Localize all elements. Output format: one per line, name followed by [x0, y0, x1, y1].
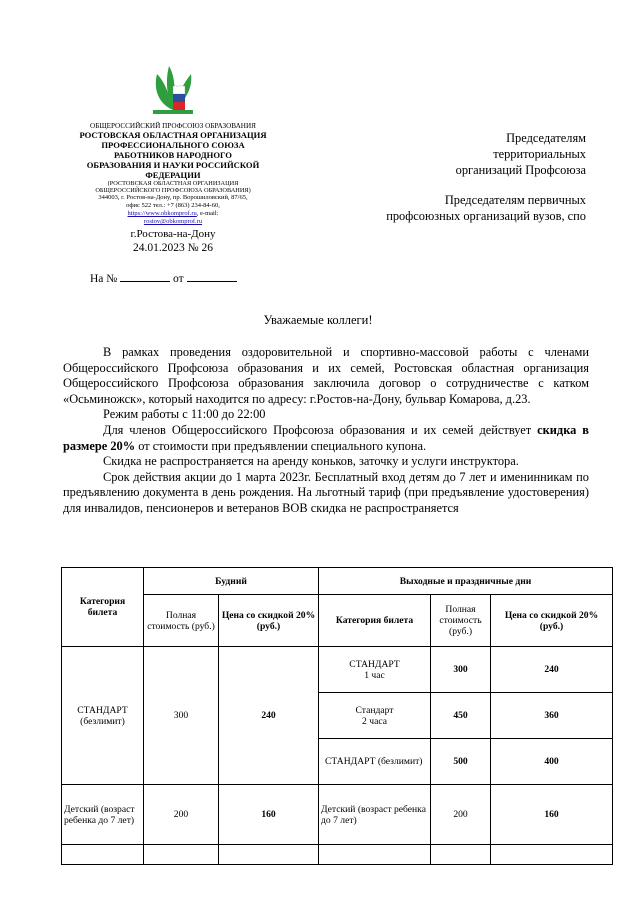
- org-subname-line: (РОСТОВСКАЯ ОБЛАСТНАЯ ОРГАНИЗАЦИЯ: [107, 180, 239, 187]
- header-category: Категория билета: [62, 568, 144, 647]
- table-cell: 160: [219, 785, 319, 845]
- recipient-line: Председателям: [506, 131, 586, 145]
- org-name-line: РОСТОВСКАЯ ОБЛАСТНАЯ ОРГАНИЗАЦИЯ: [79, 130, 267, 140]
- email-link[interactable]: rostov@obkomprof.ru: [143, 218, 203, 225]
- table-cell: 300: [144, 647, 219, 785]
- email-line: [62, 218, 284, 226]
- cell-text: СТАНДАРТ: [349, 658, 400, 670]
- table-cell: [491, 845, 613, 865]
- ref-label: На №: [90, 273, 118, 285]
- table-cell: [319, 845, 431, 865]
- recipients: [340, 130, 586, 224]
- recipient-line: территориальных: [493, 147, 586, 161]
- header-category: Категория билета: [319, 595, 431, 647]
- ref-from-label: от: [173, 273, 184, 285]
- header-discount-price: Цена со скидкой 20% (руб.): [491, 595, 613, 647]
- paragraph-text: Для членов Общероссийского Профсоюза образования и их семей действует: [103, 422, 532, 437]
- cell-text: 1 час: [364, 669, 385, 681]
- table-cell: 200: [431, 785, 491, 845]
- paragraph: Режим работы с 11:00 до 22:00: [103, 407, 266, 422]
- union-logo-icon: [145, 60, 201, 118]
- recipient-line: профсоюзных организаций вузов, спо: [386, 209, 586, 223]
- cell-text: 2 часа: [362, 715, 387, 727]
- paragraph: Срок действия акции до 1 марта 2023г. Бесплатный вход детям до 7 лет и именинникам по предъявлению документа в день рождения. На льготный тариф (при предъявление удостоверения) для инвалидов, пенсионеров и ветеранов ВОВ скидка не распространяется: [63, 469, 589, 515]
- recipient-line: организаций Профсоюза: [455, 163, 586, 177]
- letterhead: [62, 60, 284, 254]
- org-subname-line: ОБЩЕРОССИЙСКОГО ПРОФСОЮЗА ОБРАЗОВАНИЯ): [95, 187, 251, 194]
- org-name-line: РАБОТНИКОВ НАРОДНОГО: [114, 150, 232, 160]
- reference-line: [90, 272, 237, 285]
- table-cell: 160: [491, 785, 613, 845]
- header-weekday: Будний: [144, 568, 319, 595]
- recipient-line: Председателям первичных: [444, 193, 586, 207]
- greeting: Уважаемые коллеги!: [263, 313, 373, 327]
- table-cell: 450: [431, 693, 491, 739]
- address-line: офис 522 тел.: +7 (863) 234-84-60,: [126, 202, 220, 209]
- email-label: , e-mail:: [196, 210, 219, 217]
- table-cell: Детский (возраст ребенка до 7 лет): [62, 785, 144, 845]
- cell-text: Стандарт: [355, 704, 394, 716]
- table-cell: 360: [491, 693, 613, 739]
- org-name-line: ОБЩЕРОССИЙСКИЙ ПРОФСОЮЗ ОБРАЗОВАНИЯ: [90, 122, 256, 130]
- paragraph: В рамках проведения оздоровительной и спортивно-массовой работы с членами Общероссийского Профсоюза образования и их семей, Ростовская областная организация Общероссийского Профсоюза образования заключила договор о сотрудничестве с катком «Осьминожск», который находится по адресу: г.Ростов-на-Дону, бульвар Комарова, д.23.: [63, 345, 589, 406]
- price-table: [61, 567, 613, 865]
- paragraph-text: от стоимости при предъявлении специального купона.: [135, 438, 427, 453]
- org-name-line: ПРОФЕССИОНАЛЬНОГО СОЮЗА: [101, 140, 245, 150]
- table-cell: 240: [219, 647, 319, 785]
- table-cell: 200: [144, 785, 219, 845]
- contacts-line: [62, 210, 284, 218]
- header-full-price: Полная стоимость (руб.): [144, 595, 219, 647]
- table-cell: СТАНДАРТ (безлимит): [62, 647, 144, 785]
- table-cell: 500: [431, 739, 491, 785]
- date-number: 24.01.2023 № 26: [133, 242, 213, 254]
- table-cell: 240: [491, 647, 613, 693]
- header-weekend: Выходные и праздничные дни: [319, 568, 613, 595]
- table-cell: [431, 845, 491, 865]
- table-cell: [62, 845, 144, 865]
- discount-highlight: скидка в размере 20%: [63, 422, 589, 453]
- table-cell: Детский (возраст ребенка до 7 лет): [319, 785, 431, 845]
- table-cell: СТАНДАРТ (безлимит): [319, 739, 431, 785]
- table-cell: [319, 647, 431, 693]
- header-full-price: Полная стоимость (руб.): [431, 595, 491, 647]
- letter-body: [63, 345, 589, 517]
- table-cell: 300: [431, 647, 491, 693]
- table-cell: [319, 693, 431, 739]
- city: г.Ростова-на-Дону: [130, 228, 216, 240]
- header-discount-price: Цена со скидкой 20% (руб.): [219, 595, 319, 647]
- table-cell: [144, 845, 219, 865]
- paragraph: [63, 423, 589, 454]
- table-cell: 400: [491, 739, 613, 785]
- org-name-line: ОБРАЗОВАНИЯ И НАУКИ РОССИЙСКОЙ: [86, 160, 260, 170]
- address-line: 344003, г. Ростов-на-Дону, пр. Ворошиловский, 87/65,: [98, 194, 248, 201]
- website-link[interactable]: https://www.obkomprof.ru: [127, 210, 197, 217]
- org-name-line: ФЕДЕРАЦИИ: [145, 170, 201, 180]
- paragraph: Скидка не распространяется на аренду коньков, заточку и услуги инструктора.: [103, 454, 519, 469]
- table-cell: [219, 845, 319, 865]
